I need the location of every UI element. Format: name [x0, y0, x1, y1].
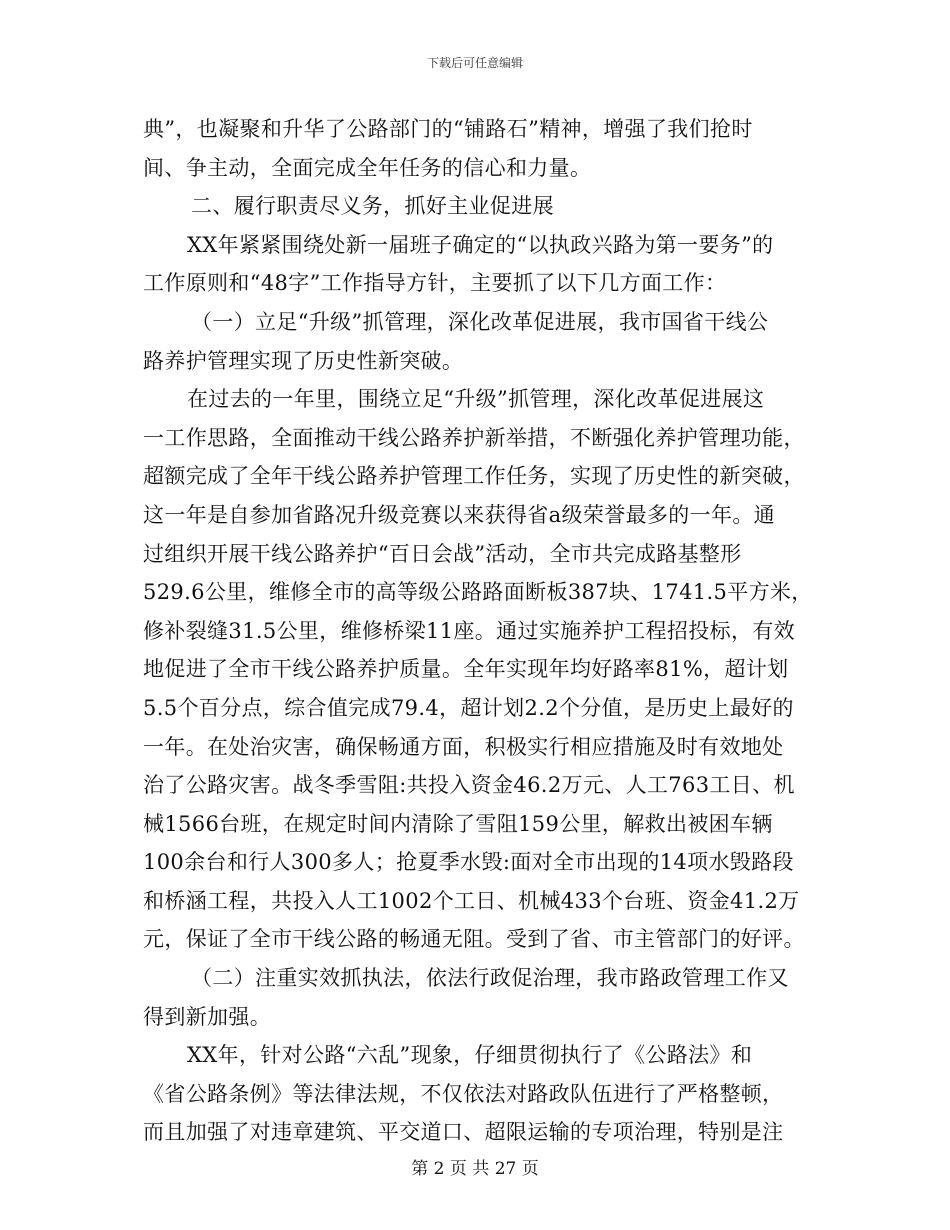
page-number-footer: 第 2 页 共 27 页	[411, 1159, 539, 1179]
paragraph-line: 一工作思路，全面推动干线公路养护新举措，不断强化养护管理功能，	[143, 425, 805, 450]
document-body	[143, 110, 811, 1152]
subsection-heading: 得到新加强。	[143, 1004, 272, 1029]
paragraph-line: 过组织开展干线公路养护“百日会战”活动，全市共完成路基整形	[143, 541, 742, 566]
paragraph-line: 地促进了全市干线公路养护质量。全年实现年均好路率81%，超计划	[143, 657, 789, 682]
paragraph-line: 529.6公里，维修全市的高等级公路路面断板387块、1741.5平方米，	[143, 580, 813, 605]
paragraph-line: 元，保证了全市干线公路的畅通无阻。受到了省、市主管部门的好评。	[143, 927, 805, 952]
paragraph-line: 修补裂缝31.5公里，维修桥梁11座。通过实施养护工程招投标，有效	[143, 618, 796, 643]
header-note: 下载后可任意编辑	[426, 56, 523, 70]
paragraph-line: 《省公路条例》等法律法规，不仅依法对路政队伍进行了严格整顿，	[143, 1081, 784, 1106]
paragraph-line: 而且加强了对违章建筑、平交道口、超限运输的专项治理，特别是注	[143, 1120, 784, 1145]
section-heading: 二、履行职责尽义务，抓好主业促进展	[191, 194, 554, 219]
paragraph-line: 在过去的一年里，围绕立足“升级”抓管理，深化改革促进展这	[187, 387, 765, 412]
subsection-heading: 路养护管理实现了历史性新突破。	[143, 348, 464, 373]
paragraph-line: 间、争主动，全面完成全年任务的信心和力量。	[143, 155, 592, 180]
paragraph-line: XX年紧紧围绕处新一届班子确定的“以执政兴路为第一要务”的	[187, 232, 774, 257]
paragraph-line: 械1566台班，在规定时间内清除了雪阻159公里，解救出被困车辆	[143, 811, 773, 836]
paragraph-line: XX年，针对公路“六乱”现象，仔细贯彻执行了《公路法》和	[187, 1043, 753, 1068]
paragraph-line: 典”，也凝聚和升华了公路部门的“铺路石”精神，增强了我们抢时	[143, 117, 753, 141]
paragraph-line: 100余台和行人300多人；抢夏季水毁:面对全市出现的14项水毁路段	[143, 850, 794, 875]
paragraph-line: 治了公路灾害。战冬季雪阻:共投入资金46.2万元、人工763工日、机	[143, 773, 795, 798]
paragraph-line: 5.5个百分点，综合值完成79.4，超计划2.2个分值，是历史上最好的	[143, 695, 794, 720]
paragraph-line: 超额完成了全年干线公路养护管理工作任务，实现了历史性的新突破，	[143, 464, 805, 489]
paragraph-line: 工作原则和“48字”工作指导方针，主要抓了以下几方面工作：	[143, 271, 727, 296]
paragraph-line: 这一年是自参加省路况升级竞赛以来获得省a级荣誉最多的一年。通	[143, 502, 776, 527]
subsection-heading: （二）注重实效抓执法，依法行政促治理，我市路政管理工作又	[191, 966, 789, 991]
paragraph-line: 一年。在处治灾害，确保畅通方面，积极实行相应措施及时有效地处	[143, 734, 784, 759]
subsection-heading: （一）立足“升级”抓管理，深化改革促进展，我市国省干线公	[191, 309, 769, 334]
paragraph-line: 和桥涵工程，共投入人工1002个工日、机械433个台班、资金41.2万	[143, 888, 800, 913]
